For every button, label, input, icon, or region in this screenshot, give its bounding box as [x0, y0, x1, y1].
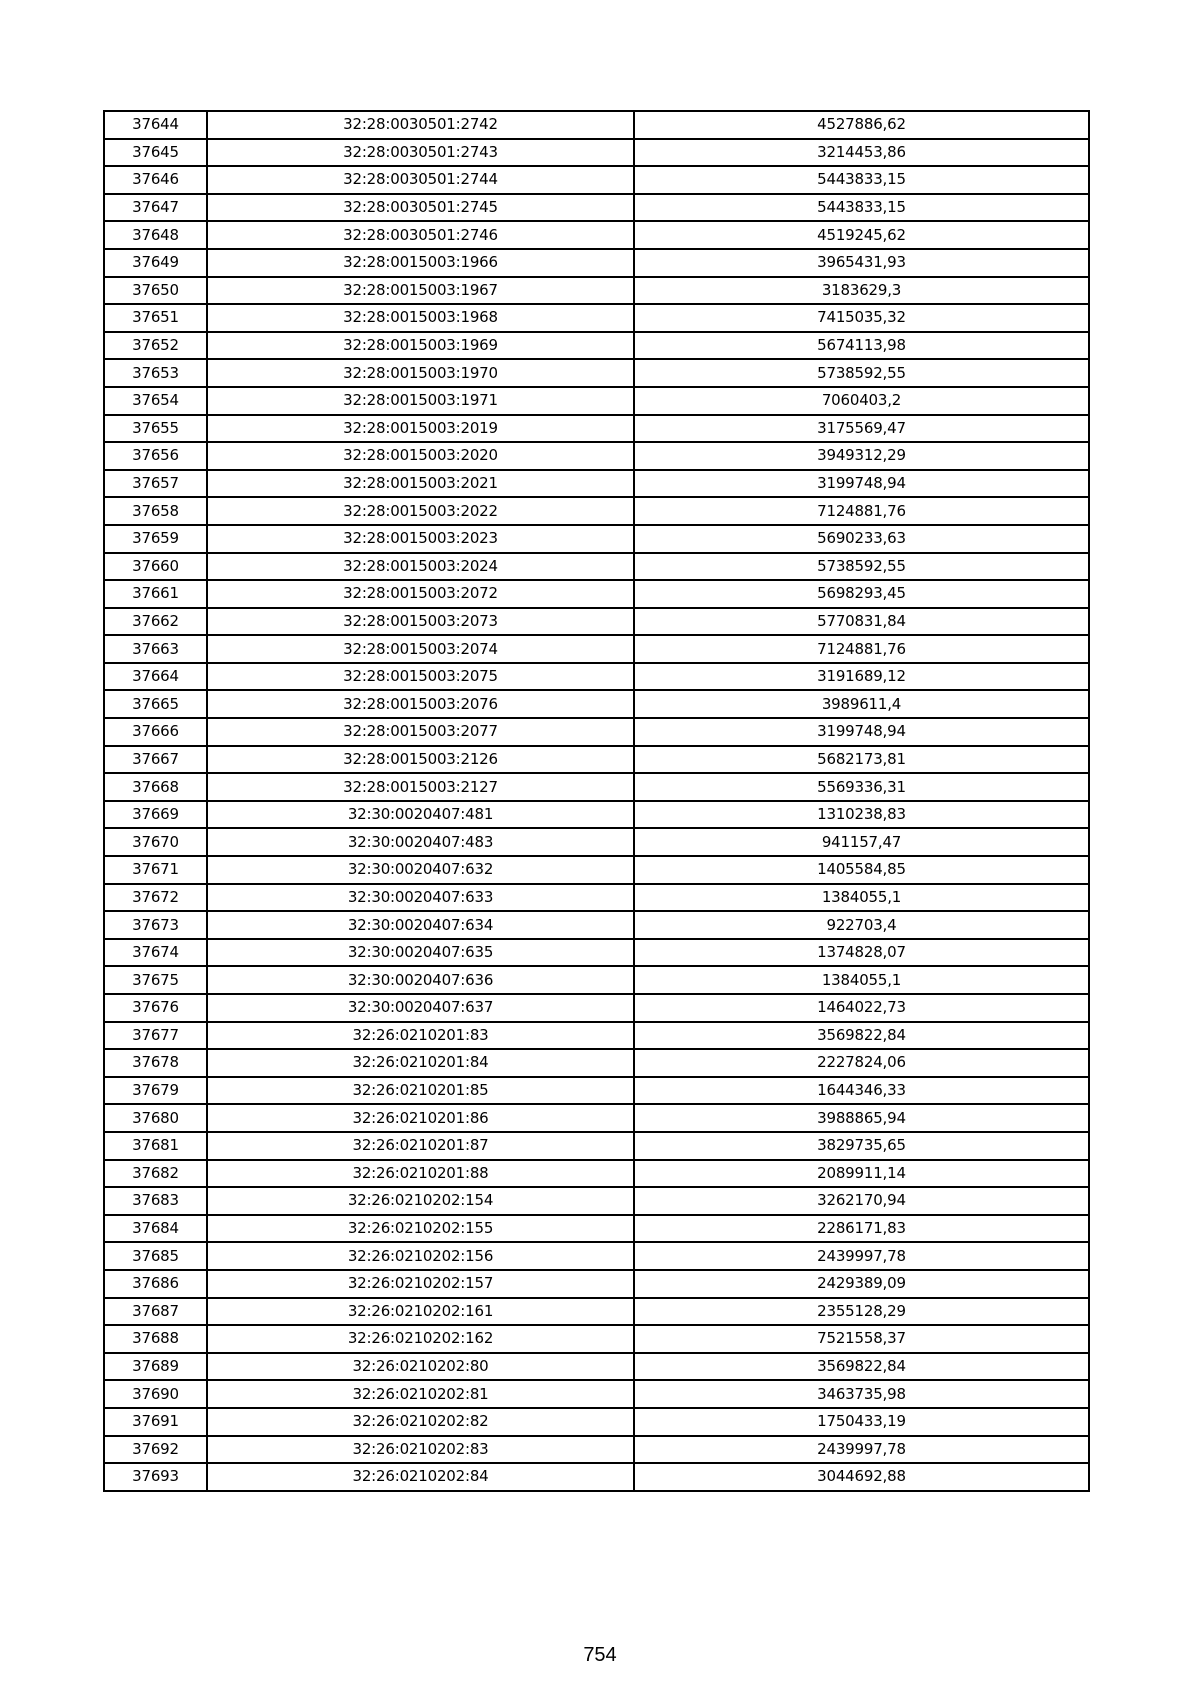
- value-cell: 3463735,98: [634, 1380, 1089, 1408]
- table-row: [104, 1077, 1089, 1105]
- table-row: [104, 1408, 1089, 1436]
- table-row: [104, 1022, 1089, 1050]
- cadastral-number-cell: 32:26:0210202:162: [207, 1325, 634, 1353]
- cadastral-number-cell: 32:26:0210202:83: [207, 1436, 634, 1464]
- table-row: [104, 635, 1089, 663]
- table-row: [104, 966, 1089, 994]
- row-number-cell: 37669: [104, 801, 207, 829]
- value-cell: 3183629,3: [634, 277, 1089, 305]
- value-cell: 5682173,81: [634, 746, 1089, 774]
- cadastral-number-cell: 32:28:0015003:2074: [207, 635, 634, 663]
- value-cell: 7521558,37: [634, 1325, 1089, 1353]
- cadastral-number-cell: 32:26:0210201:84: [207, 1049, 634, 1077]
- cadastral-number-cell: 32:26:0210202:82: [207, 1408, 634, 1436]
- value-cell: 3965431,93: [634, 249, 1089, 277]
- row-number-cell: 37665: [104, 690, 207, 718]
- cadastral-number-cell: 32:28:0015003:2072: [207, 580, 634, 608]
- value-cell: 5738592,55: [634, 359, 1089, 387]
- table-row: [104, 801, 1089, 829]
- cadastral-number-cell: 32:30:0020407:637: [207, 994, 634, 1022]
- cadastral-number-cell: 32:26:0210202:154: [207, 1187, 634, 1215]
- table-row: [104, 111, 1089, 139]
- row-number-cell: 37670: [104, 828, 207, 856]
- row-number-cell: 37693: [104, 1463, 207, 1491]
- table-row: [104, 939, 1089, 967]
- table-row: [104, 139, 1089, 167]
- row-number-cell: 37666: [104, 718, 207, 746]
- row-number-cell: 37660: [104, 553, 207, 581]
- row-number-cell: 37652: [104, 332, 207, 360]
- cadastral-number-cell: 32:30:0020407:634: [207, 911, 634, 939]
- cadastral-number-cell: 32:26:0210201:86: [207, 1104, 634, 1132]
- cadastral-number-cell: 32:28:0015003:2019: [207, 415, 634, 443]
- cadastral-number-cell: 32:28:0030501:2742: [207, 111, 634, 139]
- value-cell: 2227824,06: [634, 1049, 1089, 1077]
- cadastral-number-cell: 32:26:0210201:87: [207, 1132, 634, 1160]
- row-number-cell: 37662: [104, 608, 207, 636]
- value-cell: 3199748,94: [634, 718, 1089, 746]
- cadastral-number-cell: 32:26:0210202:81: [207, 1380, 634, 1408]
- row-number-cell: 37677: [104, 1022, 207, 1050]
- cadastral-number-cell: 32:26:0210202:157: [207, 1270, 634, 1298]
- value-cell: 3214453,86: [634, 139, 1089, 167]
- row-number-cell: 37664: [104, 663, 207, 691]
- table-row: [104, 249, 1089, 277]
- row-number-cell: 37651: [104, 304, 207, 332]
- value-cell: 3262170,94: [634, 1187, 1089, 1215]
- value-cell: 7060403,2: [634, 387, 1089, 415]
- row-number-cell: 37649: [104, 249, 207, 277]
- table-row: [104, 1215, 1089, 1243]
- row-number-cell: 37657: [104, 470, 207, 498]
- cadastral-number-cell: 32:28:0015003:1970: [207, 359, 634, 387]
- table-row: [104, 387, 1089, 415]
- cadastral-number-cell: 32:26:0210202:155: [207, 1215, 634, 1243]
- value-cell: 922703,4: [634, 911, 1089, 939]
- row-number-cell: 37646: [104, 166, 207, 194]
- table-row: [104, 359, 1089, 387]
- row-number-cell: 37681: [104, 1132, 207, 1160]
- value-cell: 4519245,62: [634, 221, 1089, 249]
- table-row: [104, 304, 1089, 332]
- row-number-cell: 37684: [104, 1215, 207, 1243]
- value-cell: 2429389,09: [634, 1270, 1089, 1298]
- cadastral-number-cell: 32:28:0015003:2023: [207, 525, 634, 553]
- row-number-cell: 37685: [104, 1242, 207, 1270]
- cadastral-number-cell: 32:26:0210202:161: [207, 1298, 634, 1326]
- table-row: [104, 1325, 1089, 1353]
- value-cell: 1750433,19: [634, 1408, 1089, 1436]
- cadastral-number-cell: 32:28:0015003:2077: [207, 718, 634, 746]
- value-cell: 5443833,15: [634, 194, 1089, 222]
- table-row: [104, 525, 1089, 553]
- row-number-cell: 37691: [104, 1408, 207, 1436]
- cadastral-number-cell: 32:26:0210202:84: [207, 1463, 634, 1491]
- cadastral-number-cell: 32:28:0015003:2024: [207, 553, 634, 581]
- table-row: [104, 1298, 1089, 1326]
- cadastral-number-cell: 32:28:0015003:2020: [207, 442, 634, 470]
- row-number-cell: 37659: [104, 525, 207, 553]
- row-number-cell: 37687: [104, 1298, 207, 1326]
- value-cell: 3949312,29: [634, 442, 1089, 470]
- cadastral-number-cell: 32:28:0015003:2075: [207, 663, 634, 691]
- table-row: [104, 884, 1089, 912]
- value-cell: 4527886,62: [634, 111, 1089, 139]
- value-cell: 5443833,15: [634, 166, 1089, 194]
- table-row: [104, 470, 1089, 498]
- row-number-cell: 37658: [104, 497, 207, 525]
- row-number-cell: 37690: [104, 1380, 207, 1408]
- table-row: [104, 1187, 1089, 1215]
- table-row: [104, 332, 1089, 360]
- cadastral-number-cell: 32:28:0030501:2744: [207, 166, 634, 194]
- row-number-cell: 37654: [104, 387, 207, 415]
- value-cell: 3989611,4: [634, 690, 1089, 718]
- table-row: [104, 608, 1089, 636]
- cadastral-number-cell: 32:28:0015003:2076: [207, 690, 634, 718]
- value-cell: 3175569,47: [634, 415, 1089, 443]
- row-number-cell: 37675: [104, 966, 207, 994]
- row-number-cell: 37674: [104, 939, 207, 967]
- table-row: [104, 580, 1089, 608]
- table-row: [104, 442, 1089, 470]
- page-number: 754: [583, 1644, 617, 1666]
- value-cell: 2089911,14: [634, 1160, 1089, 1188]
- value-cell: 1384055,1: [634, 966, 1089, 994]
- row-number-cell: 37647: [104, 194, 207, 222]
- cadastral-number-cell: 32:26:0210201:83: [207, 1022, 634, 1050]
- value-cell: 1405584,85: [634, 856, 1089, 884]
- value-cell: 2439997,78: [634, 1242, 1089, 1270]
- row-number-cell: 37648: [104, 221, 207, 249]
- table-row: [104, 1049, 1089, 1077]
- value-cell: 3569822,84: [634, 1353, 1089, 1381]
- table-row: [104, 221, 1089, 249]
- cadastral-number-cell: 32:26:0210202:80: [207, 1353, 634, 1381]
- table-row: [104, 1436, 1089, 1464]
- cadastral-number-cell: 32:28:0015003:2022: [207, 497, 634, 525]
- value-cell: 1384055,1: [634, 884, 1089, 912]
- table-row: [104, 553, 1089, 581]
- value-cell: 5674113,98: [634, 332, 1089, 360]
- row-number-cell: 37671: [104, 856, 207, 884]
- row-number-cell: 37672: [104, 884, 207, 912]
- table-row: [104, 911, 1089, 939]
- table-row: [104, 497, 1089, 525]
- cadastral-number-cell: 32:26:0210201:88: [207, 1160, 634, 1188]
- cadastral-number-cell: 32:30:0020407:483: [207, 828, 634, 856]
- row-number-cell: 37678: [104, 1049, 207, 1077]
- row-number-cell: 37686: [104, 1270, 207, 1298]
- value-cell: 1374828,07: [634, 939, 1089, 967]
- row-number-cell: 37667: [104, 746, 207, 774]
- row-number-cell: 37683: [104, 1187, 207, 1215]
- value-cell: 5569336,31: [634, 773, 1089, 801]
- table-row: [104, 1104, 1089, 1132]
- row-number-cell: 37692: [104, 1436, 207, 1464]
- table-row: [104, 994, 1089, 1022]
- table-row: [104, 663, 1089, 691]
- value-cell: 3569822,84: [634, 1022, 1089, 1050]
- value-cell: 1310238,83: [634, 801, 1089, 829]
- value-cell: 3988865,94: [634, 1104, 1089, 1132]
- cadastral-number-cell: 32:30:0020407:481: [207, 801, 634, 829]
- data-table: [103, 110, 1090, 1492]
- value-cell: 941157,47: [634, 828, 1089, 856]
- value-cell: 3199748,94: [634, 470, 1089, 498]
- row-number-cell: 37676: [104, 994, 207, 1022]
- cadastral-number-cell: 32:28:0015003:1969: [207, 332, 634, 360]
- table-row: [104, 1463, 1089, 1491]
- row-number-cell: 37661: [104, 580, 207, 608]
- value-cell: 7124881,76: [634, 635, 1089, 663]
- value-cell: 3829735,65: [634, 1132, 1089, 1160]
- cadastral-number-cell: 32:28:0015003:1971: [207, 387, 634, 415]
- cadastral-number-cell: 32:28:0030501:2745: [207, 194, 634, 222]
- table-row: [104, 1380, 1089, 1408]
- row-number-cell: 37673: [104, 911, 207, 939]
- cadastral-number-cell: 32:30:0020407:633: [207, 884, 634, 912]
- table-row: [104, 718, 1089, 746]
- row-number-cell: 37650: [104, 277, 207, 305]
- table-row: [104, 277, 1089, 305]
- cadastral-number-cell: 32:28:0015003:1968: [207, 304, 634, 332]
- row-number-cell: 37656: [104, 442, 207, 470]
- value-cell: 5738592,55: [634, 553, 1089, 581]
- row-number-cell: 37668: [104, 773, 207, 801]
- value-cell: 7415035,32: [634, 304, 1089, 332]
- value-cell: 7124881,76: [634, 497, 1089, 525]
- value-cell: 3191689,12: [634, 663, 1089, 691]
- row-number-cell: 37644: [104, 111, 207, 139]
- row-number-cell: 37653: [104, 359, 207, 387]
- row-number-cell: 37689: [104, 1353, 207, 1381]
- cadastral-number-cell: 32:30:0020407:632: [207, 856, 634, 884]
- cadastral-number-cell: 32:28:0015003:2073: [207, 608, 634, 636]
- table-row: [104, 773, 1089, 801]
- value-cell: 2355128,29: [634, 1298, 1089, 1326]
- cadastral-number-cell: 32:26:0210202:156: [207, 1242, 634, 1270]
- value-cell: 5690233,63: [634, 525, 1089, 553]
- value-cell: 5770831,84: [634, 608, 1089, 636]
- row-number-cell: 37645: [104, 139, 207, 167]
- cadastral-number-cell: 32:28:0015003:2127: [207, 773, 634, 801]
- cadastral-number-cell: 32:28:0015003:2021: [207, 470, 634, 498]
- table-row: [104, 1353, 1089, 1381]
- table-row: [104, 1242, 1089, 1270]
- table-row: [104, 856, 1089, 884]
- value-cell: 3044692,88: [634, 1463, 1089, 1491]
- value-cell: 5698293,45: [634, 580, 1089, 608]
- table-row: [104, 1270, 1089, 1298]
- row-number-cell: 37655: [104, 415, 207, 443]
- value-cell: 2286171,83: [634, 1215, 1089, 1243]
- row-number-cell: 37688: [104, 1325, 207, 1353]
- value-cell: 1644346,33: [634, 1077, 1089, 1105]
- cadastral-number-cell: 32:28:0015003:1966: [207, 249, 634, 277]
- table-row: [104, 1132, 1089, 1160]
- table-row: [104, 690, 1089, 718]
- table-row: [104, 415, 1089, 443]
- value-cell: 2439997,78: [634, 1436, 1089, 1464]
- cadastral-number-cell: 32:28:0015003:1967: [207, 277, 634, 305]
- cadastral-number-cell: 32:30:0020407:636: [207, 966, 634, 994]
- cadastral-number-cell: 32:30:0020407:635: [207, 939, 634, 967]
- table-body: [104, 111, 1089, 1491]
- cadastral-number-cell: 32:28:0030501:2746: [207, 221, 634, 249]
- cadastral-number-cell: 32:28:0015003:2126: [207, 746, 634, 774]
- row-number-cell: 37680: [104, 1104, 207, 1132]
- row-number-cell: 37682: [104, 1160, 207, 1188]
- cadastral-number-cell: 32:28:0030501:2743: [207, 139, 634, 167]
- table-row: [104, 194, 1089, 222]
- table-row: [104, 746, 1089, 774]
- value-cell: 1464022,73: [634, 994, 1089, 1022]
- row-number-cell: 37679: [104, 1077, 207, 1105]
- row-number-cell: 37663: [104, 635, 207, 663]
- table-row: [104, 1160, 1089, 1188]
- cadastral-number-cell: 32:26:0210201:85: [207, 1077, 634, 1105]
- table-row: [104, 166, 1089, 194]
- table-row: [104, 828, 1089, 856]
